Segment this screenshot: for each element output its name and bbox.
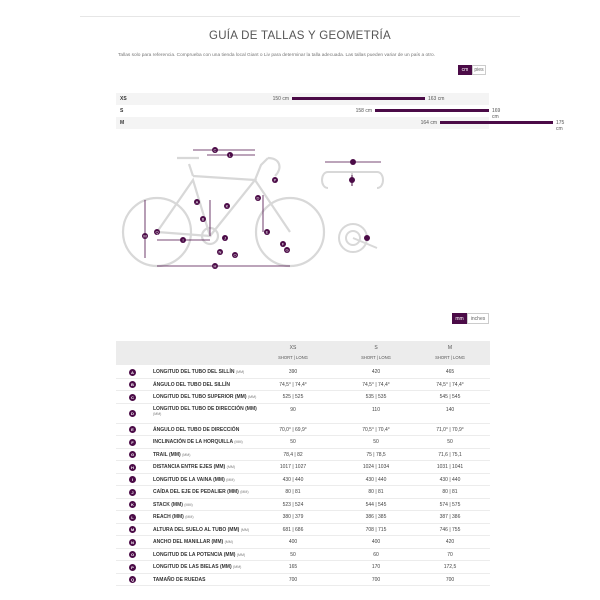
row-value-m: 430 | 440 [439, 476, 461, 483]
row-value-s: 170 [371, 564, 381, 570]
row-unit: (MM) [224, 540, 233, 544]
label-c: C [213, 147, 217, 153]
row-letter-badge: M [130, 527, 135, 532]
row-value-s: 60 [373, 551, 379, 558]
row-value-m: 80 | 81 [442, 489, 458, 495]
bike-side-view-icon [123, 158, 324, 266]
table-row [116, 499, 490, 512]
row-name [153, 552, 245, 558]
row-value-xs: 50 [290, 439, 296, 445]
row-name [153, 489, 249, 495]
label-f: F [281, 241, 285, 247]
page-title: GUÍA DE TALLAS Y GEOMETRÍA [208, 30, 392, 42]
size-range-bar [292, 97, 425, 100]
row-value-m: 140 [445, 406, 455, 413]
row-unit: (MM) [233, 565, 242, 569]
table-row [116, 404, 490, 424]
row-value-m: 465 [445, 369, 455, 375]
row-unit: (MM) [234, 440, 243, 444]
table-row [116, 486, 490, 499]
row-letter-badge: L [129, 514, 136, 521]
row-value-xs: 165 [288, 564, 298, 570]
row-value-s: 1024 | 1034 [362, 464, 390, 470]
row-name-text: CAÍDA DEL EJE DE PEDALIER (MM) [153, 489, 239, 495]
row-name [153, 452, 190, 458]
table-row [116, 474, 490, 487]
size-header-s: S [374, 345, 378, 351]
size-max: 163 cm [428, 96, 445, 102]
row-unit: (MM) [182, 452, 191, 457]
row-value-s: 535 | 535 [365, 394, 387, 400]
row-name [153, 439, 243, 445]
row-value-xs: 90 [290, 406, 296, 413]
row-value-m: 545 | 545 [439, 394, 461, 400]
row-unit: (MM) [226, 477, 235, 482]
label-j: J [224, 235, 226, 241]
row-value-m: 387 | 386 [439, 514, 461, 520]
row-name-text: LONGITUD DE LA POTENCIA (MM) [153, 551, 236, 558]
geometry-diagram [115, 140, 395, 285]
size-header-m: M [447, 345, 453, 351]
row-name-text: ALTURA DEL SUELO AL TUBO (MM) [153, 526, 240, 533]
row-value-m: 700 [445, 576, 455, 583]
row-unit: (MM) [235, 370, 245, 374]
unit-cm-button[interactable]: cm [458, 65, 472, 75]
row-value-m: 1031 | 1041 [436, 464, 464, 470]
row-name-text: INCLINACIÓN DE LA HORQUILLA [153, 439, 233, 445]
row-name-text: TAMAÑO DE RUEDAS [153, 576, 206, 583]
row-value-s: 420 [371, 369, 381, 375]
row-unit: (MM) [247, 395, 257, 399]
row-letter-badge: G [130, 452, 135, 457]
short-long-label: SHORT | LONG [361, 355, 391, 360]
row-unit: (MM) [185, 515, 194, 519]
table-row [116, 391, 490, 404]
size-min: 150 cm [272, 96, 289, 102]
row-name [153, 539, 233, 545]
row-name [153, 369, 244, 375]
row-letter-badge: F [129, 439, 136, 446]
row-name-text: LONGITUD DEL TUBO DE DIRECCIÓN (MM) [153, 405, 257, 412]
row-value-m: 50 [447, 439, 453, 445]
row-name-text: STACK (MM) [153, 501, 183, 508]
row-value-s: 80 | 81 [368, 489, 384, 495]
row-name [153, 502, 193, 508]
row-name [153, 514, 194, 520]
row-name [153, 477, 235, 483]
row-value-xs: 74,5° | 74,4° [279, 381, 307, 388]
row-name-text: LONGITUD DE LA VAINA (MM) [153, 476, 225, 483]
row-value-xs: 50 [290, 551, 296, 558]
table-row [116, 524, 490, 537]
height-unit-toggle [458, 65, 486, 75]
label-p: P [273, 177, 277, 183]
row-value-xs: 78,4 | 82 [283, 451, 303, 458]
row-value-s: 708 | 715 [365, 526, 387, 533]
row-value-m: 574 | 575 [439, 501, 461, 508]
size-row-xs [116, 93, 489, 105]
size-row-s [116, 105, 501, 120]
size-label: S [120, 108, 124, 114]
row-value-s: 110 [372, 406, 380, 413]
label-l: L [228, 152, 232, 158]
row-name [153, 464, 235, 470]
row-value-s: 386 | 385 [365, 514, 387, 520]
label-b: B [201, 216, 205, 222]
row-unit: (MM) [226, 465, 236, 469]
label-q: Q [155, 229, 159, 235]
row-letter-badge: C [129, 394, 136, 401]
row-value-xs: 390 [288, 369, 298, 375]
unit-mm-button[interactable]: mm [452, 313, 467, 324]
row-value-xs: 430 | 440 [282, 476, 304, 483]
row-name [153, 394, 256, 400]
table-row [116, 449, 490, 462]
label-a: A [195, 199, 199, 205]
size-label: XS [120, 96, 127, 102]
row-value-s: 400 [371, 539, 381, 545]
row-unit: (MM) [153, 411, 162, 416]
row-letter-badge: Q [130, 577, 135, 582]
row-letter-badge: J [129, 489, 136, 496]
size-label: M [120, 120, 125, 126]
table-row [116, 511, 490, 524]
table-row [116, 424, 490, 437]
label-o: O [233, 252, 237, 258]
table-row [116, 461, 490, 474]
row-letter-badge: O [130, 552, 135, 557]
row-value-xs: 70,0° | 69,9° [279, 426, 307, 433]
row-value-xs: 525 | 525 [282, 394, 304, 400]
row-letter-badge: K [129, 501, 136, 508]
unit-inches-button[interactable]: inches [467, 313, 489, 324]
size-min: 164 cm [420, 120, 437, 126]
row-name [153, 564, 241, 570]
row-value-xs: 1017 | 1027 [279, 464, 307, 470]
row-unit: (MM) [184, 502, 193, 507]
row-unit: (MM) [236, 552, 246, 557]
row-letter-badge: H [129, 464, 136, 471]
row-value-m: 746 | 755 [439, 526, 461, 533]
label-e: E [265, 229, 269, 235]
row-letter-badge: I [129, 476, 136, 483]
row-name [153, 427, 239, 433]
row-value-xs: 523 | 524 [282, 501, 304, 508]
row-value-xs: 80 | 81 [285, 489, 301, 495]
row-name-text: DISTANCIA ENTRE EJES (MM) [153, 464, 226, 470]
short-long-label: SHORT | LONG [435, 355, 465, 360]
row-value-m: 420 [445, 539, 455, 545]
crankset-view-icon [339, 224, 377, 252]
row-letter-badge: N [129, 539, 136, 546]
row-value-xs: 681 | 686 [282, 526, 304, 533]
row-name [153, 577, 205, 583]
unit-feet-button[interactable]: pies [472, 65, 486, 75]
table-row [116, 561, 490, 574]
row-value-xs: 400 [288, 539, 298, 545]
row-name [153, 382, 230, 388]
row-value-xs: 380 | 379 [282, 514, 304, 520]
row-name [153, 527, 249, 533]
row-value-m: 172,5 [443, 564, 457, 570]
row-letter-badge: D [129, 410, 136, 417]
row-letter-badge: E [129, 426, 136, 433]
size-max: 175 cm [556, 120, 565, 132]
row-unit: (MM) [240, 490, 249, 494]
label-g: G [285, 247, 289, 253]
size-header-xs: XS [289, 345, 297, 351]
row-value-m: 71,6 | 75,1 [438, 451, 462, 458]
geometry-table-header [116, 341, 490, 365]
row-name-text: ANCHO DEL MANILLAR (MM) [153, 539, 224, 545]
table-row [116, 379, 490, 392]
row-unit: (MM) [240, 527, 250, 532]
row-name-text: TRAIL (MM) [153, 451, 181, 458]
table-row [116, 366, 490, 379]
short-long-label: SHORT | LONG [278, 355, 308, 360]
size-range-bar [375, 109, 489, 112]
row-value-s: 75 | 78,5 [366, 451, 386, 458]
label-m: M [143, 233, 147, 239]
table-row [116, 549, 490, 562]
size-row-m [116, 117, 565, 132]
row-name-text: ÁNGULO DEL TUBO DEL SILLÍN [153, 381, 231, 388]
size-max: 169 cm [492, 108, 501, 120]
size-notice: Tallas solo para referencia. Comprueba con una tienda local Giant o Liv para determinar la talla adecuada. Las tallas pueden variar de un país a otro. [118, 53, 436, 58]
row-value-s: 74,5° | 74,4° [362, 381, 390, 388]
row-value-m: 71,0° | 70,9° [436, 426, 464, 433]
geometry-unit-toggle [452, 313, 489, 324]
label-n: N [218, 249, 222, 255]
row-letter-badge: P [129, 564, 136, 571]
row-value-s: 430 | 440 [365, 476, 387, 483]
size-range-bar [440, 121, 553, 124]
row-name [153, 406, 257, 416]
label-h: H [213, 263, 217, 269]
top-divider [80, 16, 520, 17]
row-value-s: 700 [371, 576, 381, 583]
label-d: D [256, 195, 260, 201]
size-min: 158 cm [355, 108, 372, 114]
row-name-text: LONGITUD DEL TUBO SUPERIOR (MM) [153, 394, 247, 400]
label-k: K [225, 203, 229, 209]
row-value-m: 70 [447, 551, 453, 558]
row-value-xs: 700 [288, 576, 298, 583]
row-value-s: 544 | 545 [365, 501, 387, 508]
row-value-m: 74,5° | 74,4° [436, 381, 464, 388]
row-name-text: LONGITUD DE LAS BIELAS (MM) [153, 564, 232, 570]
table-row [116, 536, 490, 549]
table-row [116, 574, 490, 587]
row-name-text: REACH (MM) [153, 514, 184, 520]
label-i: I [182, 237, 184, 243]
row-value-s: 70,5° | 70,4° [362, 426, 390, 433]
row-value-s: 50 [373, 439, 379, 445]
row-letter-badge: B [129, 381, 136, 388]
row-letter-badge: A [129, 369, 136, 376]
table-row [116, 436, 490, 449]
row-name-text: LONGITUD DEL TUBO DEL SILLÍN [153, 369, 235, 375]
row-name-text: ÁNGULO DEL TUBO DE DIRECCIÓN [153, 426, 240, 433]
